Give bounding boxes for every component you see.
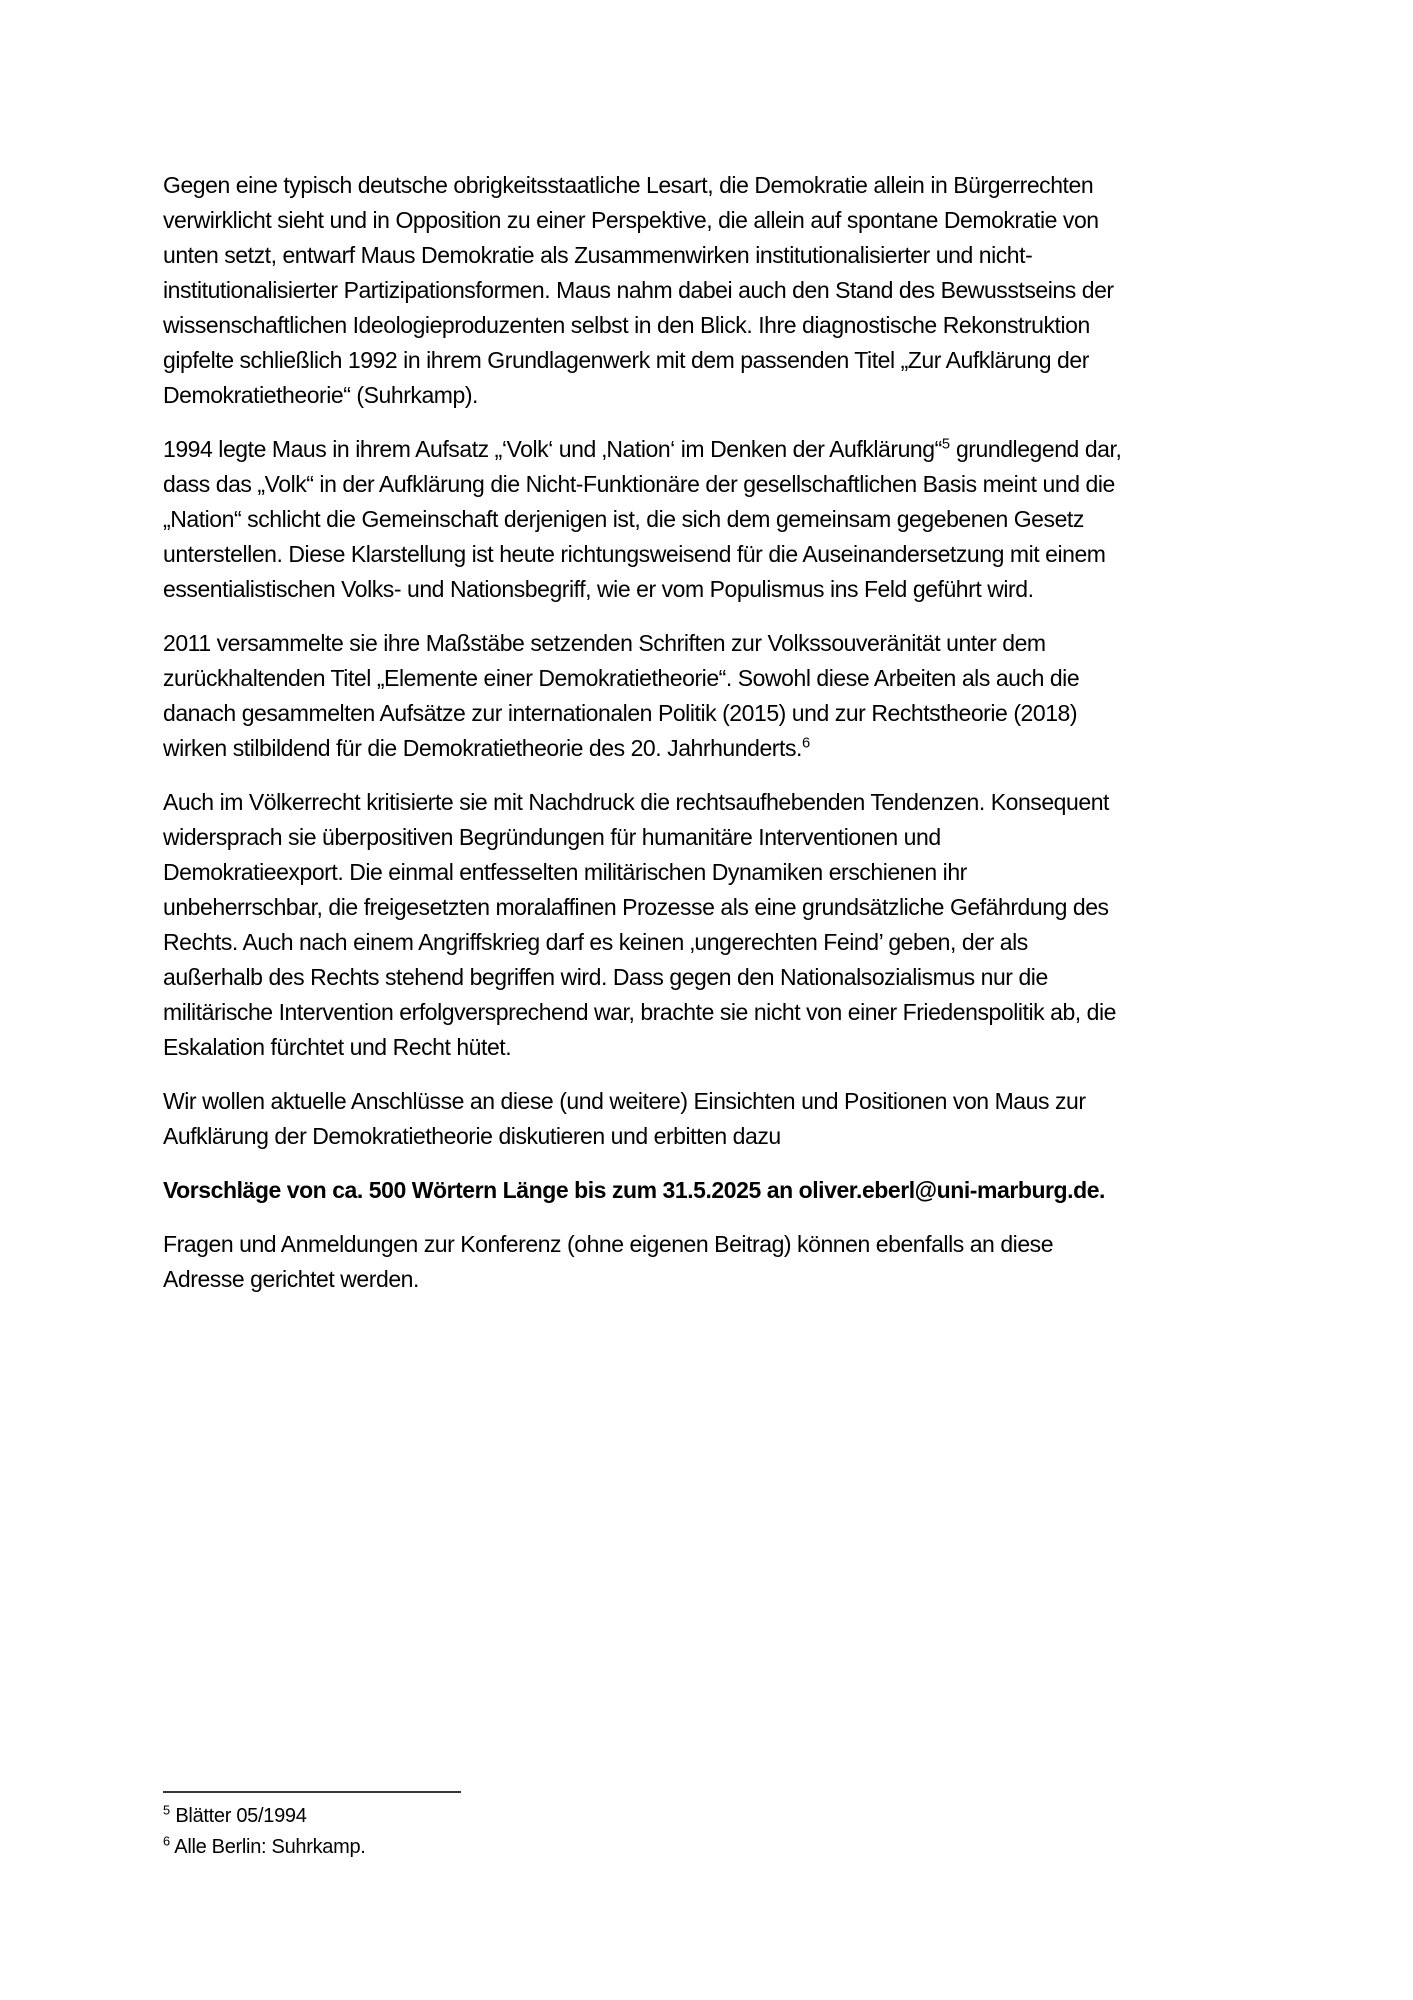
paragraph-fragen: Fragen und Anmeldungen zur Konferenz (ohne eigenen Beitrag) können ebenfalls an diese Adresse gerichtet werden. [163,1231,1054,1292]
deadline-text: Vorschläge von ca. 500 Wörtern Länge bis zum 31.5.2025 an [163,1177,799,1203]
email-address: oliver.eberl@uni-marburg.de [798,1177,1100,1203]
footnote-6 [163,1832,1125,1863]
paragraph-lesart: Gegen eine typisch deutsche obrigkeitsstaatliche Lesart, die Demokratie allein in Bürgerrechten verwirklicht sieht und in Opposition zu einer Perspektive, die allein auf spontane Demokratie von unten setzt, entwarf Maus Demokratie als Zusammenwirken institutionalisierter und nicht-institutionalisierter Partizipationsformen. Maus nahm dabei auch den Stand des Bewusstseins der wissenschaftlichen Ideologieproduzenten selbst in den Blick. Ihre diagnostische Rekonstruktion gipfelte schließlich 1992 in ihrem Grundlagenwerk mit dem passenden Titel „Zur Aufklärung der Demokratietheorie“ (Suhrkamp). [163,172,1114,408]
paragraph-volk-nation-text: 1994 legte Maus in ihrem Aufsatz „‘Volk‘ und ‚Nation‘ im Denken der Aufklärung“ [163,436,942,462]
footnote-ref-6: 6 [801,735,811,752]
footnote-section [163,1791,1125,1863]
footnote-5-text: Blätter 05/1994 [170,1805,307,1827]
footnote-6-text: Alle Berlin: Suhrkamp. [170,1836,366,1858]
deadline-paragraph [163,1173,1125,1208]
footnote-5-marker: 5 [163,1802,171,1818]
footnote-separator [163,1791,461,1793]
paragraph-volk-nation [163,432,1125,607]
footnote-6-marker: 6 [163,1833,171,1849]
footnote-5 [163,1801,1125,1832]
footnote-ref-5: 5 [941,436,951,453]
paragraph-elemente-text: 2011 versammelte sie ihre Maßstäbe setzenden Schriften zur Volkssouveränität unter dem zurückhaltenden Titel „Elemente einer Demokratietheorie“. Sowohl diese Arbeiten als auch die danach gesammelten Aufsätze zur internationalen Politik (2015) und zur Rechtstheorie (2018) wirken stilbildend für die Demokratietheorie des 20. Jahrhunderts. [163,630,1080,761]
deadline-period: . [1099,1177,1105,1203]
paragraph-aufruf: Wir wollen aktuelle Anschlüsse an diese (und weitere) Einsichten und Positionen von Maus zur Aufklärung der Demokratietheorie diskutieren und erbitten dazu [163,1088,1086,1149]
paragraph-voelkerrecht: Auch im Völkerrecht kritisierte sie mit Nachdruck die rechtsaufhebenden Tendenzen. Konsequent widersprach sie überpositiven Begründungen für humanitäre Interventionen und Demokratieexport. Die einmal entfesselten militärischen Dynamiken erschienen ihr unbeherrschbar, die freigesetzten moralaffinen Prozesse als eine grundsätzliche Gefährdung des Rechts. Auch nach einem Angriffskrieg darf es keinen ‚ungerechten Feind’ geben, der als außerhalb des Rechts stehend begriffen wird. Dass gegen den Nationalsozialismus nur die militärische Intervention erfolgversprechend war, brachte sie nicht von einer Friedenspolitik ab, die Eskalation fürchtet und Recht hütet. [163,789,1117,1060]
paragraph-elemente [163,626,1125,766]
document-body [163,168,1125,1316]
paragraph-volk-nation-continuation: grundlegend dar, dass das „Volk“ in der Aufklärung die Nicht-Funktionäre der gesellschaftlichen Basis meint und die „Nation“ schlicht die Gemeinschaft derjenigen ist, die sich dem gemeinsam gegebenen Gesetz unterstellen. Diese Klarstellung ist heute richtungsweisend für die Auseinandersetzung mit einem essentialistischen Volks- und Nationsbegriff, wie er vom Populismus ins Feld geführt wird. [163,436,1122,602]
